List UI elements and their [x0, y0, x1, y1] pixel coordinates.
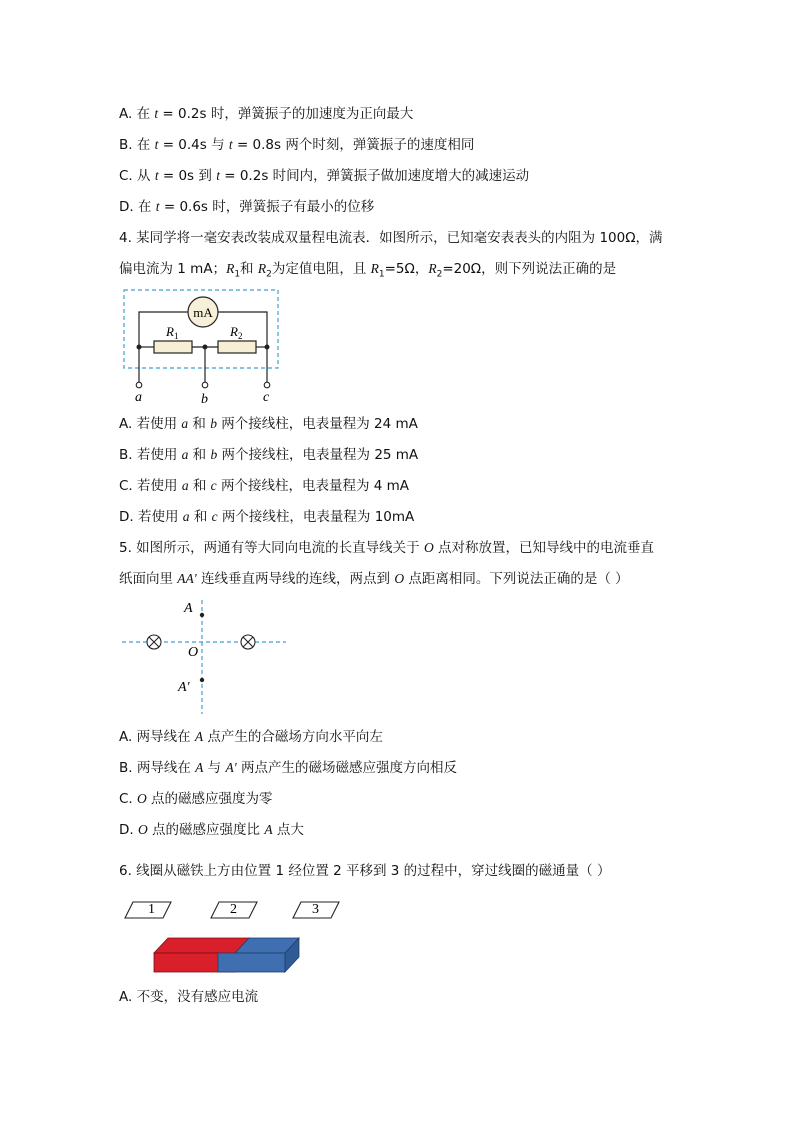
q5-stem-line1: 5. 如图所示，两通有等大同向电流的长直导线关于 O 点对称放置，已知导线中的电流垂直 [119, 540, 655, 556]
q5-wires-diagram [118, 598, 290, 718]
q6-stem: 6. 线圈从磁铁上方由位置 1 经位置 2 平移到 3 的过程中，穿过线圈的磁通量（ ） [119, 863, 611, 879]
q3-option-c: C. 从 t = 0s 到 t = 0.2s 时间内，弹簧振子做加速度增大的减速运动 [119, 168, 530, 184]
q3-option-a: A. 在 t = 0.2s 时，弹簧振子的加速度为正向最大 [119, 106, 414, 122]
bar-magnet [154, 938, 299, 972]
q3-option-b: B. 在 t = 0.4s 与 t = 0.8s 两个时刻，弹簧振子的速度相同 [119, 137, 475, 153]
wire-right-into-page-icon [241, 635, 255, 649]
terminal-b-label: b [201, 392, 208, 406]
wire-left-into-page-icon [147, 635, 161, 649]
meter-label: mA [193, 305, 213, 320]
resistor-r2 [218, 341, 256, 353]
r2-label: $R_2$ [230, 324, 243, 341]
terminal-c-label: c [263, 390, 270, 405]
point-o-label: O [188, 645, 199, 660]
terminal-a [136, 382, 142, 388]
svg-text:1: 1 [148, 902, 155, 917]
q4-option-b: B. 若使用 a 和 b 两个接线柱，电表量程为 25 mA [119, 447, 419, 463]
point-a-prime-label: A′ [178, 680, 190, 695]
q4-stem-line1: 4. 某同学将一毫安表改装成双量程电流表．如图所示，已知毫安表表头的内阻为 100Ω，满 [119, 230, 663, 246]
resistor-r1 [154, 341, 192, 353]
coil-position-1 [125, 902, 171, 918]
q4-circuit-diagram [118, 286, 288, 406]
q3-option-d: D. 在 t = 0.6s 时，弹簧振子有最小的位移 [119, 199, 375, 215]
coil-position-3 [293, 902, 339, 918]
terminal-b [202, 382, 208, 388]
terminal-c [264, 382, 270, 388]
q4-option-d: D. 若使用 a 和 c 两个接线柱，电表量程为 10mA [119, 509, 415, 525]
q5-option-a: A. 两导线在 A 点产生的合磁场方向水平向左 [119, 729, 383, 745]
point-a-label: A [184, 601, 193, 616]
q4-stem-line2: 偏电流为 1 mA；$R_1$和 $R_2$为定值电阻，且 $R_1=5\Omega$，$R_2=20\Omega$，则下列说法正确的是 [119, 261, 617, 280]
q5-option-b: B. 两导线在 A 与 A′ 两点产生的磁场磁感应强度方向相反 [119, 760, 457, 776]
point-a [200, 613, 204, 617]
q4-option-c: C. 若使用 a 和 c 两个接线柱，电表量程为 4 mA [119, 478, 410, 494]
r1-label: $R_1$ [166, 324, 179, 341]
q6-option-a: A. 不变，没有感应电流 [119, 989, 259, 1005]
point-a-prime [200, 678, 204, 682]
coil-position-2 [211, 902, 257, 918]
q4-option-a: A. 若使用 a 和 b 两个接线柱，电表量程为 24 mA [119, 416, 418, 432]
q5-option-d: D. O 点的磁感应强度比 A 点大 [119, 822, 304, 838]
terminal-a-label: a [135, 390, 142, 405]
q6-magnet-diagram [118, 896, 348, 978]
q5-stem-line2: 纸面向里 AA′ 连线垂直两导线的连线，两点到 O 点距离相同。下列说法正确的是（ ） [119, 571, 629, 587]
q5-option-c: C. O 点的磁感应强度为零 [119, 791, 273, 807]
svg-text:2: 2 [230, 902, 237, 917]
svg-text:3: 3 [312, 902, 319, 917]
